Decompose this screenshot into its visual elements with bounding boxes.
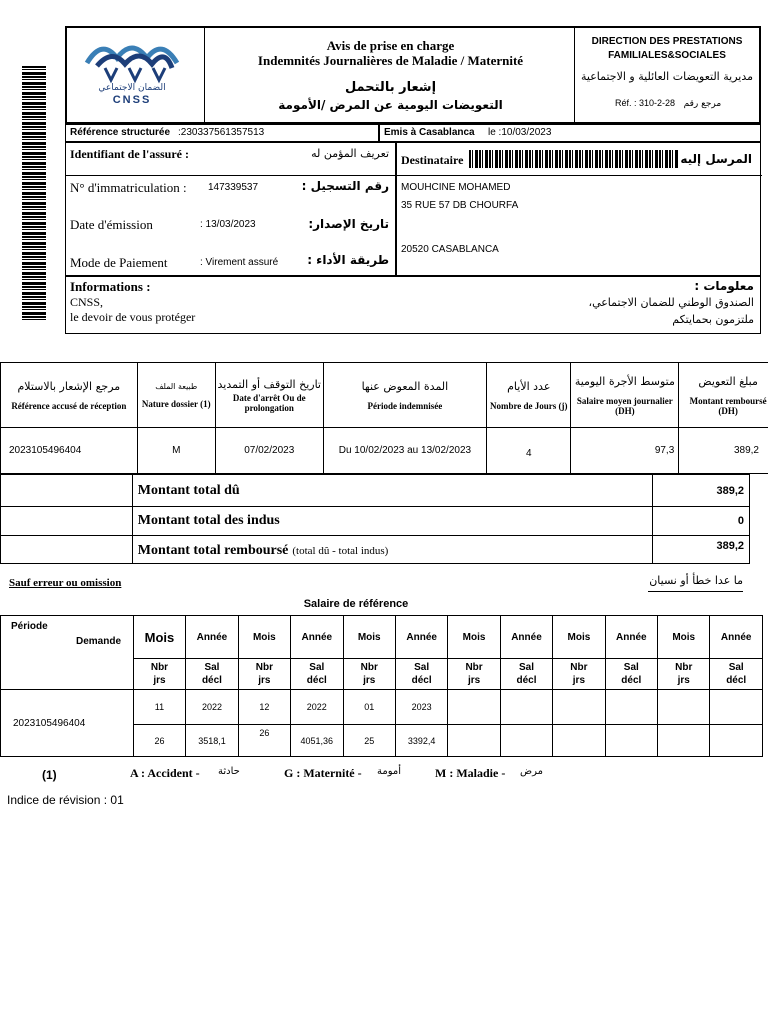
total-du-value: 389,2 bbox=[652, 475, 749, 507]
subheader-jrs: jrs bbox=[572, 675, 586, 686]
destinataire-address-2: 20520 CASABLANCA bbox=[401, 244, 499, 255]
salary-month-cell bbox=[605, 690, 658, 725]
salary-col-header: Mois bbox=[343, 616, 395, 659]
rembourse-value: 389,2 bbox=[652, 536, 749, 564]
salary-month-cell: 12 bbox=[238, 690, 290, 725]
salary-col-header: Mois bbox=[448, 616, 500, 659]
salary-value-cell bbox=[658, 725, 710, 757]
claims-cell: 389,2 bbox=[679, 428, 768, 474]
informations-ar-1: الصندوق الوطني للضمان الاجتماعي، bbox=[588, 296, 754, 309]
destinataire-name: MOUHCINE MOHAMED bbox=[401, 182, 511, 193]
ref-label: Réf. : bbox=[615, 98, 637, 108]
subheader-jrs: jrs bbox=[258, 675, 271, 686]
rembourse-note: (total dû - total indus) bbox=[292, 544, 389, 557]
salary-col-header: Mois bbox=[658, 616, 710, 659]
salary-value-cell: 3518,1 bbox=[186, 725, 239, 757]
subheader-nbr-jrs bbox=[133, 659, 185, 690]
subheader-sal: Sal bbox=[728, 662, 744, 673]
direction-block bbox=[574, 28, 759, 122]
subheader-jrs: jrs bbox=[677, 675, 690, 686]
emis-date: le :10/03/2023 bbox=[488, 127, 552, 138]
salary-col-header: Année bbox=[500, 616, 553, 659]
salary-value-cell bbox=[500, 725, 553, 757]
ref-value: 310-2-28 bbox=[639, 98, 676, 108]
rembourse-cell bbox=[132, 536, 652, 564]
logo-arabic: الضمان الاجتماعي bbox=[98, 83, 166, 93]
total-du-row bbox=[1, 475, 750, 507]
subheader-sal-decl bbox=[605, 659, 658, 690]
salary-value-cell: 4051,36 bbox=[291, 725, 344, 757]
claims-header-fr: Nombre de Jours (j) bbox=[489, 400, 568, 411]
claims-cell: 07/02/2023 bbox=[215, 428, 323, 474]
salary-ref: 2023105496404 bbox=[1, 690, 134, 757]
sauf-erreur-ar: ما عدا خطأ أو نسيان bbox=[648, 574, 743, 592]
periode-demande-cell bbox=[1, 616, 134, 690]
salary-col-header: Mois bbox=[553, 616, 605, 659]
document-header bbox=[65, 26, 761, 124]
claims-header-fr: Période indemnisée bbox=[367, 400, 443, 411]
informations-ar-2: ملتزمون بحمايتكم bbox=[672, 313, 754, 326]
paiement-value: : Virement assuré bbox=[200, 257, 279, 268]
emis-cell bbox=[379, 124, 761, 142]
salary-col-header: Année bbox=[291, 616, 344, 659]
subheader-nbr-jrs bbox=[553, 659, 605, 690]
destinataire-address-1: 35 RUE 57 DB CHOURFA bbox=[401, 200, 519, 211]
subheader-nbr-jrs bbox=[343, 659, 395, 690]
rembourse-label: Montant total remboursé bbox=[137, 542, 289, 558]
claims-cell: 97,3 bbox=[571, 428, 679, 474]
claims-header-ar: متوسط الأجرة اليومية bbox=[574, 374, 675, 388]
ref-ar: مرجع رقم bbox=[683, 99, 722, 109]
immat-label: N° d'immatriculation : bbox=[70, 180, 187, 195]
subheader-sal: Sal bbox=[204, 662, 220, 673]
subheader-jrs: jrs bbox=[153, 675, 166, 686]
salary-month-cell: 2022 bbox=[186, 690, 239, 725]
claims-header-fr: Salaire moyen journalier (DH) bbox=[576, 395, 673, 416]
salary-table bbox=[0, 615, 763, 757]
subheader-decl: décl bbox=[411, 675, 432, 686]
periode-label: Période bbox=[11, 621, 48, 632]
immat-ar: رقم التسجيل : bbox=[301, 179, 389, 193]
claims-cell: 2023105496404 bbox=[1, 428, 138, 474]
salary-month-cell bbox=[658, 690, 710, 725]
salary-value-cell bbox=[605, 725, 658, 757]
subheader-nbr-jrs bbox=[658, 659, 710, 690]
claims-header-ar: تاريخ التوقف أو التمديد bbox=[217, 377, 321, 391]
subheader-nbr: Nbr bbox=[675, 662, 693, 673]
claims-header-fr: Montant remboursé (DH) bbox=[689, 395, 767, 416]
claims-cell: M bbox=[137, 428, 215, 474]
immat-value: 147339537 bbox=[208, 182, 259, 193]
legend-a: A : Accident - bbox=[130, 766, 200, 780]
revision-index: Indice de révision : 01 bbox=[7, 793, 124, 807]
legend-m: M : Maladie - bbox=[435, 766, 506, 780]
cnss-logo-icon bbox=[67, 28, 204, 122]
claims-header-row bbox=[1, 363, 768, 428]
legend-g-ar: أمومة bbox=[377, 766, 402, 777]
subheader-sal-decl bbox=[395, 659, 448, 690]
salary-month-cell: 11 bbox=[133, 690, 185, 725]
legend-num: (1) bbox=[42, 768, 57, 782]
title-ar-2: التعويضات اليومية عن المرض /الأمومة bbox=[278, 98, 503, 112]
totals-table bbox=[0, 474, 750, 564]
salary-col-header: Mois bbox=[133, 616, 185, 659]
paiement-ar: طريقة الأداء : bbox=[307, 253, 389, 267]
salary-table-title: Salaire de référence bbox=[303, 598, 409, 610]
title-fr-2: Indemnités Journalières de Maladie / Maternité bbox=[257, 53, 524, 68]
claims-cell: Du 10/02/2023 au 13/02/2023 bbox=[323, 428, 486, 474]
informations-label-ar: معلومات : bbox=[694, 279, 754, 293]
subheader-decl: décl bbox=[516, 675, 537, 686]
salary-value-cell bbox=[553, 725, 605, 757]
total-indus-row bbox=[1, 507, 750, 536]
ref-structuree-value: :230337561357513 bbox=[178, 127, 265, 138]
subheader-jrs: jrs bbox=[363, 675, 376, 686]
claims-data-row bbox=[1, 428, 768, 474]
legend-g: G : Maternité - bbox=[284, 766, 362, 780]
claims-header-fr: Référence accusé de réception bbox=[11, 400, 127, 411]
insured-block bbox=[65, 142, 396, 276]
subheader-nbr-jrs bbox=[238, 659, 290, 690]
demande-label: Demande bbox=[76, 636, 122, 647]
legend-m-ar: مرض bbox=[520, 766, 543, 777]
subheader-nbr: Nbr bbox=[360, 662, 378, 673]
subheader-sal: Sal bbox=[518, 662, 534, 673]
salary-month-cell bbox=[710, 690, 763, 725]
salary-month-cell: 2023 bbox=[395, 690, 448, 725]
subheader-decl: décl bbox=[201, 675, 222, 686]
salary-header-row bbox=[1, 616, 763, 659]
subheader-nbr: Nbr bbox=[465, 662, 483, 673]
claims-header-fr: Date d'arrêt Ou de prolongation bbox=[232, 392, 306, 413]
cnss-logo bbox=[67, 28, 205, 122]
salary-month-cell bbox=[500, 690, 553, 725]
emis-label: Emis à Casablanca bbox=[384, 127, 475, 138]
indus-value: 0 bbox=[652, 507, 749, 536]
vertical-barcode bbox=[22, 66, 46, 320]
claims-table bbox=[0, 362, 768, 474]
claims-header-ar: مرجع الإشعار بالاستلام bbox=[17, 379, 121, 393]
salary-month-cell: 2022 bbox=[291, 690, 344, 725]
subheader-decl: décl bbox=[621, 675, 642, 686]
direction-ar: مديرية التعويضات العائلية و الاجتماعية bbox=[580, 70, 753, 83]
identifiant-label: Identifiant de l'assuré : bbox=[70, 147, 190, 161]
subheader-decl: décl bbox=[726, 675, 747, 686]
legend-a-ar: حادثة bbox=[218, 766, 240, 777]
claims-header-ar: عدد الأيام bbox=[507, 379, 551, 393]
subheader-sal-decl bbox=[500, 659, 553, 690]
destinataire-label: Destinataire bbox=[401, 153, 464, 167]
subheader-nbr: Nbr bbox=[150, 662, 169, 673]
informations-block bbox=[65, 276, 761, 334]
subheader-sal-decl bbox=[186, 659, 239, 690]
indus-label: Montant total des indus bbox=[132, 507, 652, 536]
salary-value-cell: 26 bbox=[133, 725, 185, 757]
salary-value-cell: 3392,4 bbox=[395, 725, 448, 757]
subheader-sal: Sal bbox=[623, 662, 639, 673]
title-ar-1: إشعار بالتحمل bbox=[344, 80, 437, 95]
claims-header-ar: طبيعة الملف bbox=[155, 381, 198, 391]
subheader-nbr: Nbr bbox=[255, 662, 273, 673]
claims-header-ar: مبلغ التعويض bbox=[698, 374, 758, 388]
salary-month-cell bbox=[553, 690, 605, 725]
claims-header-fr: Nature dossier (1) bbox=[141, 398, 211, 409]
salary-value-cell bbox=[710, 725, 763, 757]
total-du-label: Montant total dû bbox=[132, 475, 652, 507]
ref-line bbox=[615, 98, 721, 109]
ref-structuree-cell bbox=[65, 124, 379, 142]
subheader-sal-decl bbox=[710, 659, 763, 690]
direction-fr-2: FAMILIALES&SOCIALES bbox=[608, 50, 726, 61]
informations-label: Informations : bbox=[70, 279, 151, 294]
subheader-nbr-jrs bbox=[448, 659, 500, 690]
informations-line-1: CNSS, bbox=[70, 295, 104, 309]
destinataire-label-ar: المرسل إليه bbox=[680, 152, 752, 166]
salary-col-header: Mois bbox=[238, 616, 290, 659]
subheader-sal: Sal bbox=[414, 662, 430, 673]
emission-value: : 13/03/2023 bbox=[200, 219, 256, 230]
salary-month-cell: 01 bbox=[343, 690, 395, 725]
paiement-label: Mode de Paiement bbox=[70, 255, 168, 270]
destinataire-block bbox=[396, 142, 761, 276]
total-rembourse-row bbox=[1, 536, 750, 564]
salary-col-header: Année bbox=[186, 616, 239, 659]
ref-structuree-label: Référence structurée bbox=[70, 127, 171, 138]
informations-line-2: le devoir de vous protéger bbox=[70, 310, 196, 324]
direction-fr-1: DIRECTION DES PRESTATIONS bbox=[591, 36, 743, 47]
salary-col-header: Année bbox=[605, 616, 658, 659]
salary-col-header: Année bbox=[395, 616, 448, 659]
salary-value-cell bbox=[448, 725, 500, 757]
title-fr-1: Avis de prise en charge bbox=[326, 38, 455, 53]
emission-ar: تاريخ الإصدار: bbox=[308, 217, 389, 231]
subheader-decl: décl bbox=[306, 675, 327, 686]
subheader-sal: Sal bbox=[309, 662, 325, 673]
salary-month-cell bbox=[448, 690, 500, 725]
salary-value-cell: 25 bbox=[343, 725, 395, 757]
salary-col-header: Année bbox=[710, 616, 763, 659]
salary-value-cell: 26 bbox=[238, 725, 290, 757]
sauf-erreur: Sauf erreur ou omission bbox=[9, 577, 122, 589]
subheader-sal-decl bbox=[291, 659, 344, 690]
claims-cell: 4 bbox=[487, 428, 571, 474]
claims-header-ar: المدة المعوض عنها bbox=[361, 379, 449, 393]
destinataire-barcode bbox=[469, 150, 679, 168]
logo-text: CNSS bbox=[112, 94, 152, 106]
subheader-nbr: Nbr bbox=[570, 662, 588, 673]
subheader-jrs: jrs bbox=[467, 675, 481, 686]
salary-months-row bbox=[1, 690, 763, 725]
identifiant-ar: تعريف المؤمن له bbox=[311, 147, 389, 160]
emission-label: Date d'émission bbox=[70, 217, 153, 232]
